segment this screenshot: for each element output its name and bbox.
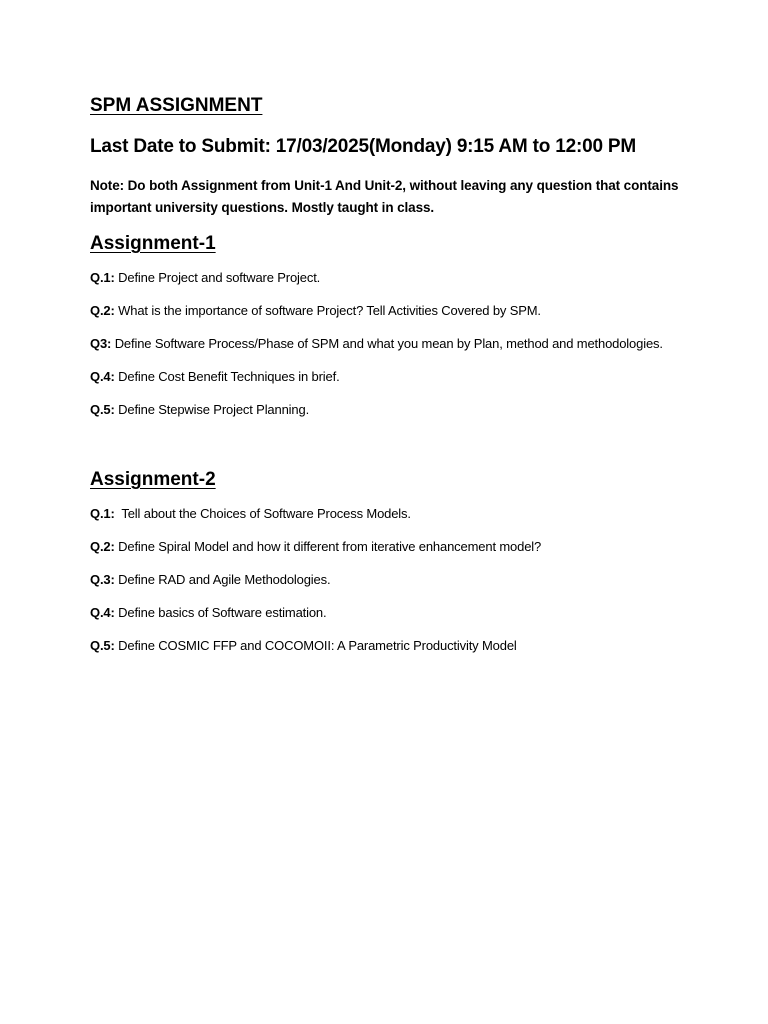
question-number: Q.2:: [90, 303, 115, 318]
assignment-2-questions: [90, 506, 700, 654]
submission-deadline: Last Date to Submit: 17/03/2025(Monday) 9:15 AM to 12:00 PM: [90, 136, 637, 157]
question-text: Define Project and software Project.: [114, 270, 321, 285]
question-item: [90, 572, 700, 588]
question-number: Q.1:: [90, 270, 115, 285]
question-item: [90, 303, 700, 319]
question-text: What is the importance of software Project? Tell Activities Covered by SPM.: [114, 303, 541, 318]
question-text: Define COSMIC FFP and COCOMOII: A Parametric Productivity Model: [114, 638, 517, 653]
question-text: Tell about the Choices of Software Process Models.: [114, 506, 411, 521]
question-number: Q.5:: [90, 402, 115, 417]
assignment-note: Note: Do both Assignment from Unit-1 And Unit-2, without leaving any question that contains important university questions. Mostly taught in class.: [90, 178, 679, 215]
question-item: [90, 506, 700, 522]
question-text: Define Software Process/Phase of SPM and what you mean by Plan, method and methodologies.: [111, 336, 663, 351]
question-number: Q.1:: [90, 506, 115, 521]
question-number: Q3:: [90, 336, 112, 351]
question-number: Q.4:: [90, 369, 115, 384]
question-text: Define basics of Software estimation.: [114, 605, 327, 620]
question-number: Q.5:: [90, 638, 115, 653]
question-number: Q.2:: [90, 539, 115, 554]
question-item: [90, 605, 700, 621]
assignment-2-title: Assignment-2: [90, 469, 216, 490]
question-text: Define Cost Benefit Techniques in brief.: [114, 369, 340, 384]
question-text: Define Stepwise Project Planning.: [114, 402, 310, 417]
assignment-1-title: Assignment-1: [90, 233, 216, 254]
question-item: [90, 270, 700, 286]
question-item: [90, 638, 700, 654]
question-number: Q.3:: [90, 572, 115, 587]
question-number: Q.4:: [90, 605, 115, 620]
assignment-1-questions: [90, 270, 700, 418]
question-item: [90, 369, 700, 385]
document-page: [90, 92, 700, 671]
question-item: [90, 336, 700, 352]
question-item: [90, 539, 700, 555]
question-text: Define Spiral Model and how it different from iterative enhancement model?: [114, 539, 542, 554]
question-item: [90, 402, 700, 418]
question-text: Define RAD and Agile Methodologies.: [114, 572, 331, 587]
document-title: SPM ASSIGNMENT: [90, 95, 263, 116]
